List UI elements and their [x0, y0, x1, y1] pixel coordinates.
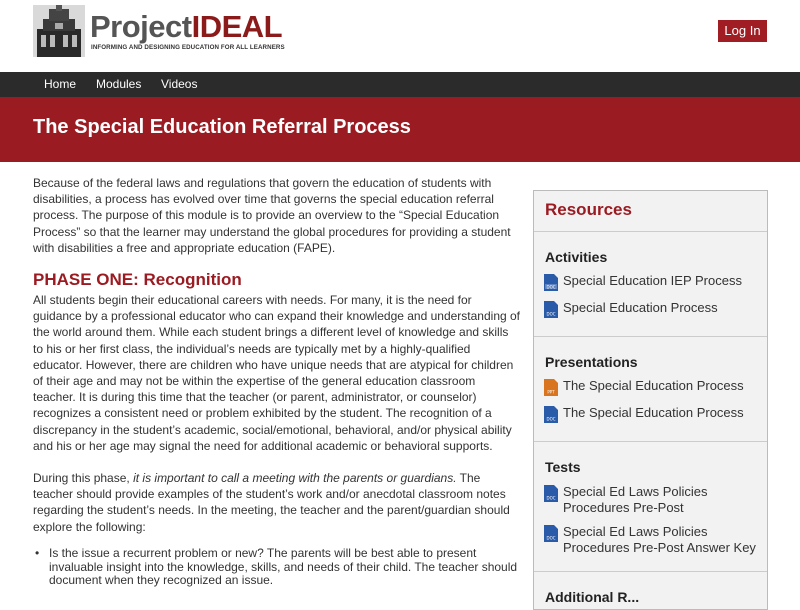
svg-text:DOC: DOC [546, 284, 556, 290]
resources-sidebar [533, 190, 768, 610]
phase-heading: PHASE ONE: Recognition [33, 270, 242, 289]
logo-ideal: IDEAL [191, 9, 283, 44]
building-logo-icon [33, 5, 85, 57]
doc-icon [544, 525, 558, 542]
presentations-heading: Presentations [545, 354, 638, 370]
divider [534, 336, 767, 337]
doc-icon [544, 406, 558, 423]
page-title: The Special Education Referral Process [33, 116, 411, 138]
tests-heading: Tests [545, 459, 581, 475]
svg-text:DOC: DOC [546, 416, 556, 422]
ppt-icon [544, 379, 558, 396]
meeting-emphasis: it is important to call a meeting with the parents or guardians. [133, 471, 457, 485]
svg-text:PPT: PPT [547, 389, 555, 395]
meeting-text-start: During this phase, [33, 471, 134, 485]
resource-link[interactable]: The Special Education Process [563, 378, 744, 393]
divider [534, 571, 767, 572]
resource-link[interactable]: Special Ed Laws Policies Procedures Pre-Post Answer Key [563, 524, 756, 555]
doc-icon [544, 485, 558, 502]
divider [534, 231, 767, 232]
logo-project: Project [90, 9, 192, 44]
login-button[interactable]: Log In [718, 20, 767, 42]
nav-item-videos[interactable]: Videos [161, 77, 198, 91]
additional-heading: Additional R... [545, 589, 640, 605]
resources-heading: Resources [545, 200, 632, 219]
meeting-paragraph [33, 470, 521, 535]
svg-text:DOC: DOC [546, 495, 556, 501]
logo-wordmark [90, 11, 282, 43]
list-item: • Is the issue a recurrent problem or new? The parents will be best able to present invaluable insight into the knowledge, skills, and needs of their child. The teacher should document when they recognized an issue. [33, 547, 521, 588]
resource-link[interactable]: Special Ed Laws Policies Procedures Pre-Post [563, 484, 708, 515]
svg-text:DOC: DOC [546, 311, 556, 317]
doc-icon [544, 301, 558, 318]
explore-list [33, 547, 521, 588]
svg-text:DOC: DOC [546, 535, 556, 541]
site-header [0, 0, 800, 72]
doc-icon [544, 274, 558, 291]
nav-item-home[interactable]: Home [44, 77, 77, 91]
main-nav [0, 72, 800, 97]
resource-link[interactable]: The Special Education Process [563, 405, 744, 420]
site-logo[interactable] [33, 5, 285, 59]
divider [534, 441, 767, 442]
phase-paragraph: All students begin their educational careers with needs. For many, it is the need for guidance by a professional educator who can expand their knowledge and understanding of the world around them. While each student brings a different level of knowledge and skills to his or her first class, the individual’s needs are typically met by a highly-qualified educator. However, there are children who have unique needs that are atypical for children of their age and may not be within the expertise of the general education classroom teacher. It is during this time that the teacher (or parent, administrator, or counselor) recognizes a consistent need or problem exhibited by the student. The recognition of a discrepancy in the student’s academic, social/emotional, behavioral, and/or physical ability and his or her age may signal the need for additional academic or behavioral supports. [33, 293, 521, 453]
resource-link[interactable]: Special Education IEP Process [563, 273, 742, 288]
meeting-text-end: The teacher should provide examples of the student’s work and/or anecdotal classroom notes regarding the student’s needs. In the meeting, the teacher and the parent/guardian should explore the following: [33, 471, 510, 534]
page-banner [0, 97, 800, 162]
nav-item-modules[interactable]: Modules [96, 77, 142, 91]
resource-link[interactable]: Special Education Process [563, 300, 718, 315]
intro-paragraph: Because of the federal laws and regulations that govern the education of students with disabilities, a process has evolved over time that governs the special education referral process. The purpose of this module is to provide an overview to the “Special Education Process” so that the learner may understand the global procedures for providing a student with disabilities a free and appropriate education (FAPE). [33, 176, 511, 255]
activities-heading: Activities [545, 249, 608, 265]
logo-tagline: INFORMING AND DESIGNING EDUCATION FOR ALL LEARNERS [91, 44, 285, 51]
